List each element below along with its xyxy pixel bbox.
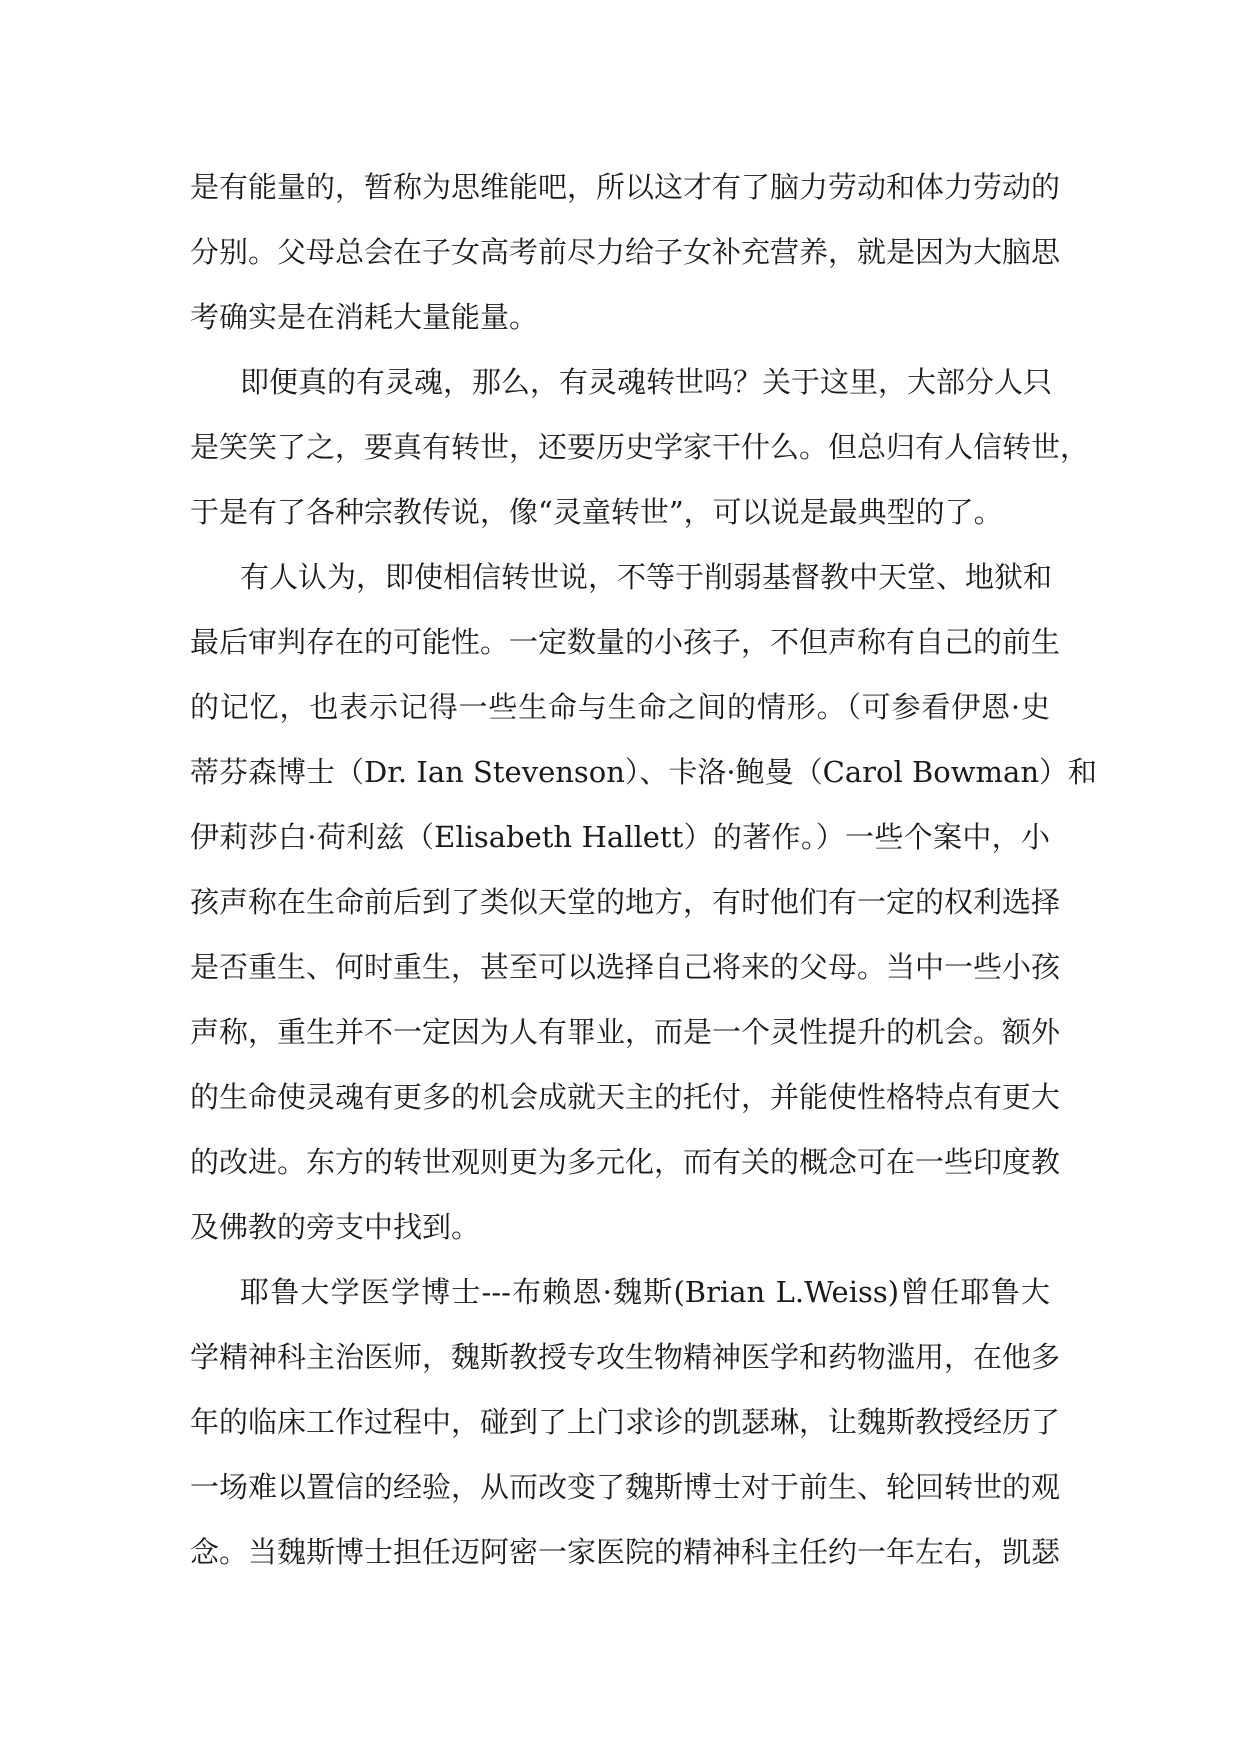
text-line: 一场难以置信的经验，从而改变了魏斯博士对于前生、轮回转世的观 <box>190 1470 1061 1504</box>
text-line: 是否重生、何时重生，甚至可以选择自己将来的父母。当中一些小孩 <box>190 950 1061 984</box>
text-line: 年的临床工作过程中，碰到了上门求诊的凯瑟琳，让魏斯教授经历了 <box>190 1405 1061 1439</box>
paragraph-first-line: 即便真的有灵魂，那么，有灵魂转世吗？关于这里，大部分人只 <box>240 365 1053 399</box>
paragraph-first-line: 有人认为，即使相信转世说，不等于削弱基督教中天堂、地狱和 <box>240 560 1053 594</box>
text-line: 及佛教的旁支中找到。 <box>190 1210 481 1244</box>
body-text <box>190 155 1098 1585</box>
text-line: 考确实是在消耗大量能量。 <box>190 300 539 334</box>
text-line: 的记忆，也表示记得一些生命与生命之间的情形。（可参看伊恩·史 <box>190 690 1050 724</box>
text-line: 的改进。东方的转世观则更为多元化，而有关的概念可在一些印度教 <box>190 1145 1061 1179</box>
text-line: 蒂芬森博士（Dr. Ian Stevenson）、卡洛·鲍曼（Carol Bowman）和 <box>190 755 1098 789</box>
text-line: 于是有了各种宗教传说，像“灵童转世”，可以说是最典型的了。 <box>190 495 1003 529</box>
text-line: 声称，重生并不一定因为人有罪业，而是一个灵性提升的机会。额外 <box>190 1015 1061 1049</box>
text-line: 伊莉莎白·荷利兹（Elisabeth Hallett）的著作。）一些个案中，小 <box>190 820 1050 854</box>
text-line: 学精神科主治医师，魏斯教授专攻生物精神医学和药物滥用，在他多 <box>190 1340 1061 1374</box>
text-line: 是有能量的，暂称为思维能吧，所以这才有了脑力劳动和体力劳动的 <box>190 170 1061 204</box>
text-line: 最后审判存在的可能性。一定数量的小孩子，不但声称有自己的前生 <box>190 625 1061 659</box>
paragraph-first-line: 耶鲁大学医学博士---布赖恩·魏斯(Brian L.Weiss)曾任耶鲁大 <box>240 1275 1050 1309</box>
text-line: 的生命使灵魂有更多的机会成就天主的托付，并能使性格特点有更大 <box>190 1080 1061 1114</box>
text-line: 是笑笑了之，要真有转世，还要历史学家干什么。但总归有人信转世， <box>190 430 1090 464</box>
text-line: 念。当魏斯博士担任迈阿密一家医院的精神科主任约一年左右，凯瑟 <box>190 1535 1061 1569</box>
text-line: 分别。父母总会在子女高考前尽力给子女补充营养，就是因为大脑思 <box>190 235 1061 269</box>
text-line: 孩声称在生命前后到了类似天堂的地方，有时他们有一定的权利选择 <box>190 885 1061 919</box>
